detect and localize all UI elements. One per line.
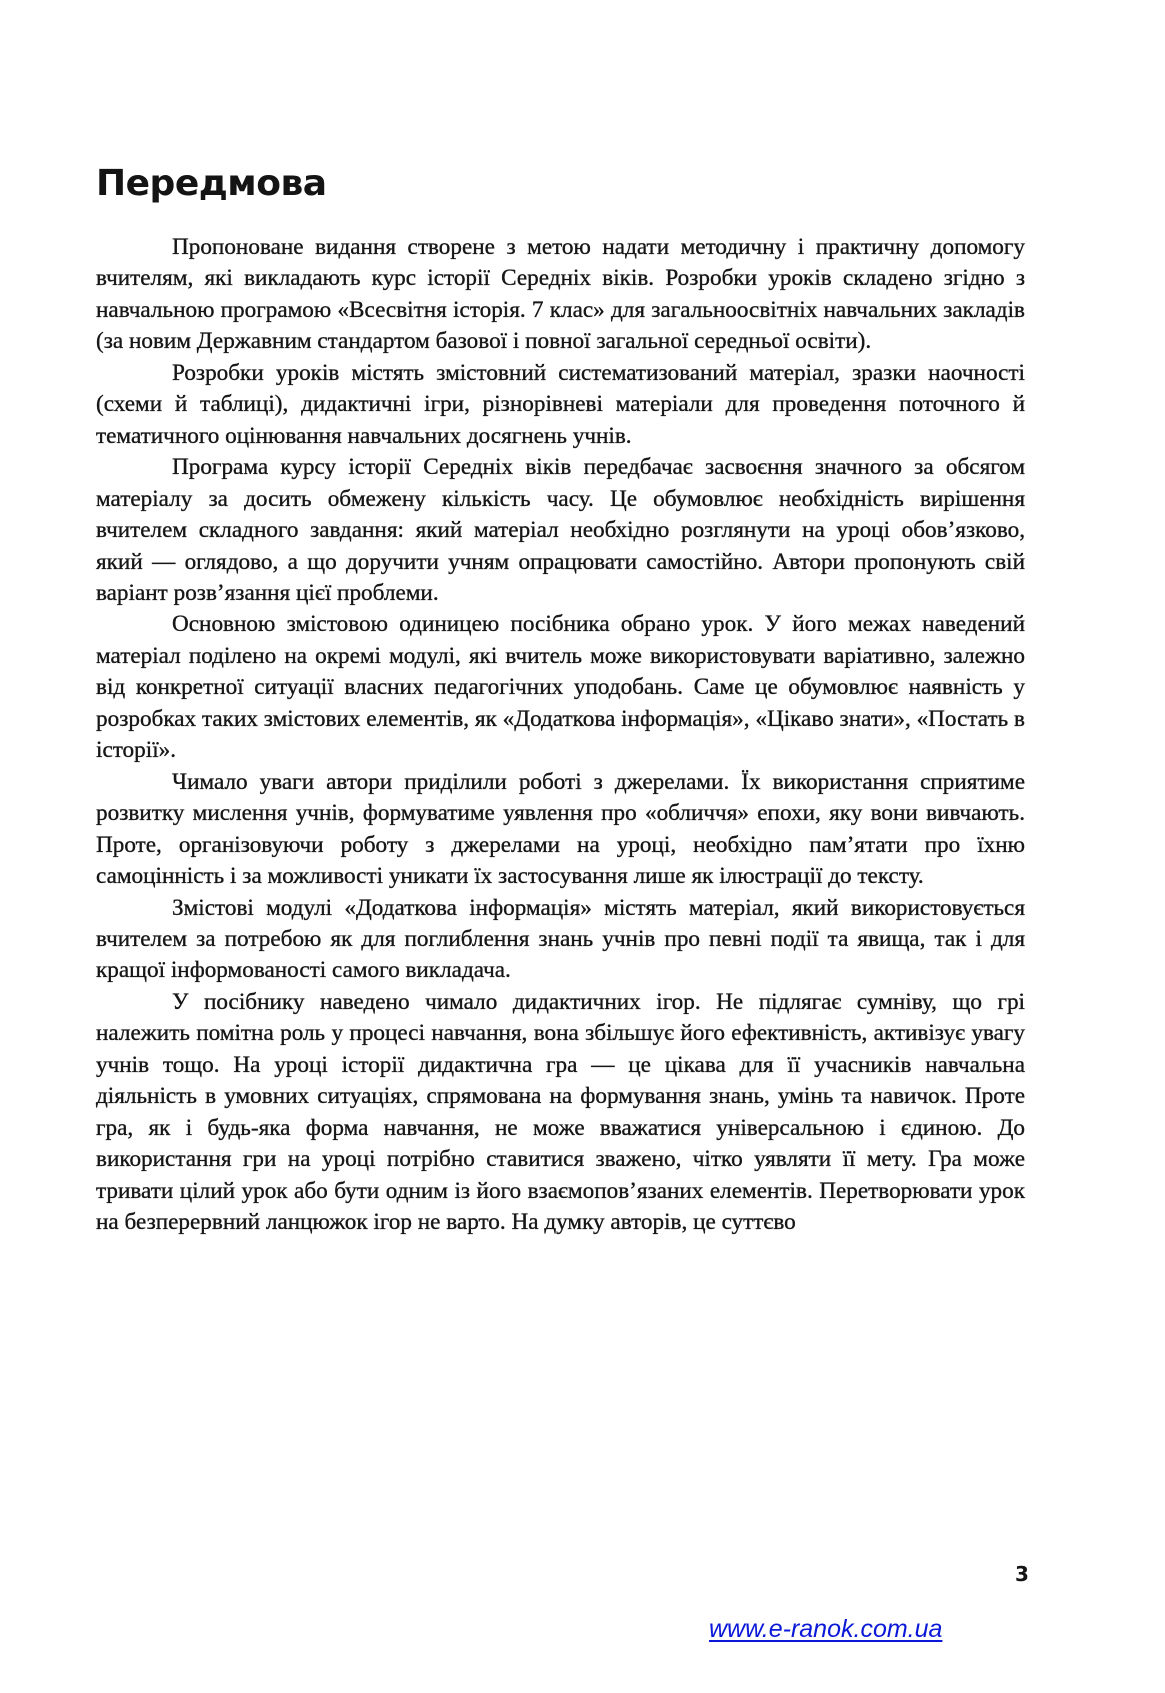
paragraph-1: Пропоноване видання створене з метою надати методичну і практичну допомогу вчителям, які викладають курс історії Середніх віків. Розробки уроків складено згідно з навчальною програмою «Всесвітня історія. 7 клас» для загальноосвітніх навчальних закладів (за новим Державним стандартом базової і повної загальної середньої освіти). (96, 234, 1025, 355)
paragraph-4: Основною змістовою одиницею посібника обрано урок. У його межах наведений матеріал поділено на окремі модулі, які вчитель може використовувати варіативно, залежно від конкретної ситуації власних педагогічних уподобань. Саме це обумовлює наявність у розробках таких змістових елементів, як «Додаткова інформація», «Цікаво знати», «Постать в історії». (96, 611, 1025, 764)
page-title: Передмова (96, 163, 327, 204)
paragraph-5: Чимало уваги автори приділили роботі з джерелами. Їх використання сприятиме розвитку мислення учнів, формуватиме уявлення про «обличчя» епохи, яку вони вивчають. Проте, організовуючи роботу з джерелами на уроці, необхідно пам’ятати про їхню самоцінність і за можливості уникати їх застосування лише як ілюстрації до тексту. (96, 768, 1025, 890)
paragraph-2: Розробки уроків містять змістовний систематизований матеріал, зразки наочності (схеми й таблиці), дидактичні ігри, різнорівневі матеріали для проведення поточного й тематичного оцінювання навчальних досягнень учнів. (96, 359, 1025, 449)
body-text (96, 232, 1025, 1239)
paragraph-7: У посібнику наведено чимало дидактичних ігор. Не підлягає сумніву, що грі належить помітна роль у процесі навчання, вона збільшує його ефективність, активізує увагу учнів тощо. На уроці історії дидактична гра — це цікава для її учасників навчальна діяльність в умовних ситуаціях, спрямована на формування знань, умінь та навичок. Проте гра, як і будь-яка форма навчання, не може вважатися універсальною і єдиною. До використання гри на уроці потрібно ставитися зважено, чітко уявляти її мету. Гра може тривати цілий урок або бути одним із його взаємопов’язаних елементів. Перетворювати урок на безперервний ланцюжок ігор не варто. На думку авторів, це суттєво (96, 988, 1025, 1236)
paragraph-3: Програма курсу історії Середніх віків передбачає засвоєння значного за обсягом матеріалу за досить обмежену кількість часу. Це обумовлює необхідність вирішення вчителем складного завдання: який матеріал необхідно розглянути на уроці обов’язково, який — оглядово, а що доручити учням опрацювати самостійно. Автори пропонують свій варіант розв’язання цієї проблеми. (96, 454, 1025, 606)
page-number: 3 (1015, 1562, 1029, 1586)
footer-website-link[interactable]: www.e-ranok.com.ua (709, 1615, 943, 1643)
paragraph-6: Змістові модулі «Додаткова інформація» містять матеріал, який використовується вчителем за потребою як для поглиблення знань учнів про певні події та явища, так і для кращої інформованості самого викладача. (96, 894, 1025, 984)
